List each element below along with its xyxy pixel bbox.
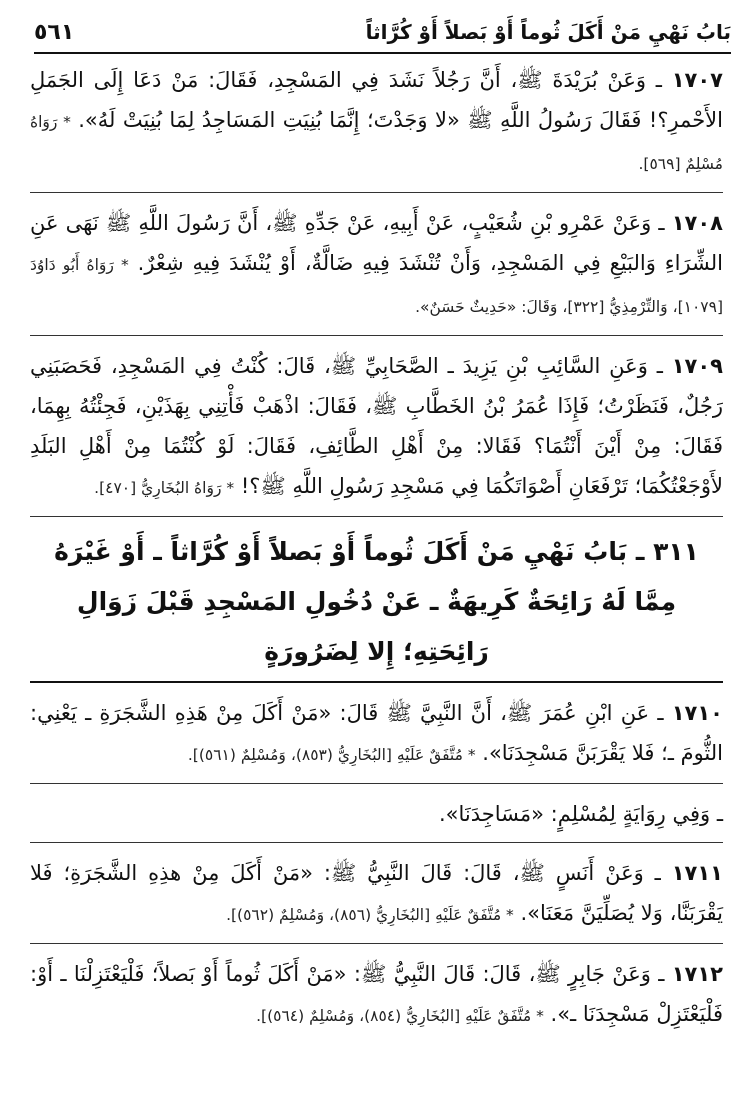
hadith-separator <box>30 192 723 193</box>
hadith-reference: * رَوَاهُ البُخَارِيُّ [٤٧٠]. <box>94 479 235 497</box>
hadith-text: ـ وَعَنْ بُرَيْدَةَ ﷺ، أَنَّ رَجُلاً نَشَدَ فِي المَسْجِدِ، فَقَالَ: مَنْ دَعَا إِلَى الجَمَلِ الأَحْمرِ؟! فَقَالَ رَسُولُ اللَّهِ ﷺ «لا وَجَدْتَ؛ إِنَّمَا بُنِيَتِ المَسَاجِدُ لِمَا بُنِيَتْ لَهُ». <box>30 68 723 132</box>
hadith-number: ١٧١١ <box>671 861 723 885</box>
hadith-text: ـ وَعَنْ عَمْرِو بْنِ شُعَيْبٍ، عَنْ أَبِيهِ، عَنْ جَدِّهِ ﷺ، أَنَّ رَسُولَ اللَّهِ ﷺ نَهَى عَنِ الشِّرَاءِ وَالبَيْعِ فِي المَسْجِدِ، وَأَنْ تُنْشَدَ فِيهِ ضَالَّةٌ، أَوْ يُنْشَدَ فِيهِ شِعْرٌ. <box>30 211 723 275</box>
hadith-number: ١٧١٢ <box>671 962 723 986</box>
hadith-reference: * مُتَّفَقٌ عَلَيْهِ [البُخَارِيُّ (٨٥٤)، وَمُسْلِمٌ (٥٦٤)]. <box>256 1007 544 1025</box>
hadith-1710 <box>30 693 723 775</box>
hadith-number: ١٧١٠ <box>671 701 723 725</box>
header-rule <box>34 52 731 54</box>
hadith-separator <box>30 516 723 517</box>
hadith-reference: * رَوَاهُ أَبُو دَاوُدَ [١٠٧٩]، وَالتِّرْمِذِيُّ [٣٢٢]، وَقَالَ: «حَدِيثٌ حَسَنٌ». <box>30 256 723 316</box>
hadith-separator <box>30 842 723 843</box>
hadith-text: ـ عَنِ ابْنِ عُمَرَ ﷺ، أَنَّ النَّبِيَّ ﷺ قَالَ: «مَنْ أَكَلَ مِنْ هَذِهِ الشَّجَرَةِ ـ يَعْنِي: الثُّومَ ـ؛ فَلا يَقْرَبَنَّ مَسْجِدَنَا». <box>30 701 723 765</box>
hadith-1709 <box>30 346 723 508</box>
hadith-text: ـ وَعَنْ جَابِرٍ ﷺ، قَالَ: قَالَ النَّبِيُّ ﷺ: «مَنْ أَكَلَ ثُوماً أَوْ بَصلاً؛ فَلْيَعْتَزِلْنَا ـ أَوْ: فَلْيَعْتَزِلْ مَسْجِدَنَا ـ». <box>30 962 723 1026</box>
hadith-1707 <box>30 60 723 184</box>
page-body <box>30 60 723 1036</box>
chapter-heading: ٣١١ ـ بَابُ نَهْيِ مَنْ أَكَلَ ثُوماً أَوْ بَصلاً أَوْ كُرَّاثاً ـ أَوْ غَيْرَهُ مِمَّا لَهُ رَائِحَةٌ كَرِيهَةٌ ـ عَنْ دُخُولِ المَسْجِدِ قَبْلَ زَوَالِ رَائِحَتِهِ؛ إِلا لِضَرُورَةٍ <box>54 537 699 666</box>
hadith-text: ـ وَفِي رِوَايَةٍ لِمُسْلِمٍ: «مَسَاجِدَنَا». <box>438 802 723 826</box>
hadith-1712 <box>30 954 723 1036</box>
hadith-number: ١٧٠٧ <box>671 68 723 92</box>
page-number: ٥٦١ <box>34 19 75 45</box>
hadith-1710-variant <box>30 794 723 834</box>
hadith-reference: * مُتَّفَقٌ عَلَيْهِ [البُخَارِيُّ (٨٥٣)، وَمُسْلِمٌ (٥٦١)]. <box>187 746 476 764</box>
hadith-separator <box>30 783 723 784</box>
hadith-text: ـ وَعَنْ أَنَسٍ ﷺ، قَالَ: قَالَ النَّبِيُّ ﷺ: «مَنْ أَكَلَ مِنْ هذِهِ الشَّجَرَةِ؛ فَلا يَقْرَبَنَّا، وَلا يُصَلِّيَنَّ مَعَنَا». <box>30 861 723 925</box>
hadith-reference: * مُتَّفَقٌ عَلَيْهِ [البُخَارِيُّ (٨٥٦)، وَمُسْلِمٌ (٥٦٢)]. <box>226 906 514 924</box>
running-header <box>34 14 731 50</box>
hadith-separator <box>30 943 723 944</box>
hadith-1711 <box>30 853 723 935</box>
hadith-text: ـ وَعَنِ السَّائِبِ بْنِ يَزِيدَ ـ الصَّحَابِيِّ ﷺ، قَالَ: كُنْتُ فِي المَسْجِدِ، فَحَصَبَنِي رَجُلٌ، فَنَظَرْتُ؛ فَإِذَا عُمَرُ بْنُ الخَطَّابِ ﷺ، فَقَالَ: اذْهَبْ فَأْتِنِي بِهَذَيْنِ، فَجِئْتُهُ بِهِمَا، فَقَالَ: مِنْ أَيْنَ أَنْتُمَا؟ فَقَالا: مِنْ أَهْلِ الطَّائِفِ، فَقَالَ: لَوْ كُنْتُمَا مِنْ أَهْلِ البَلَدِ لأَوْجَعْتُكُمَا؛ تَرْفَعَانِ أَصْوَاتَكُمَا فِي مَسْجِدِ رَسُولِ اللَّهِ ﷺ؟! <box>30 354 723 498</box>
hadith-reference: * رَوَاهُ مُسْلِمٌ [٥٦٩]. <box>30 113 723 173</box>
hadith-number: ١٧٠٨ <box>671 211 723 235</box>
hadith-separator <box>30 335 723 336</box>
chapter-rule <box>30 681 723 683</box>
hadith-1708 <box>30 203 723 327</box>
running-title: بَابُ نَهْيِ مَنْ أَكَلَ ثُوماً أَوْ بَصلاً أَوْ كُرَّاثاً <box>365 20 731 44</box>
hadith-number: ١٧٠٩ <box>671 354 723 378</box>
